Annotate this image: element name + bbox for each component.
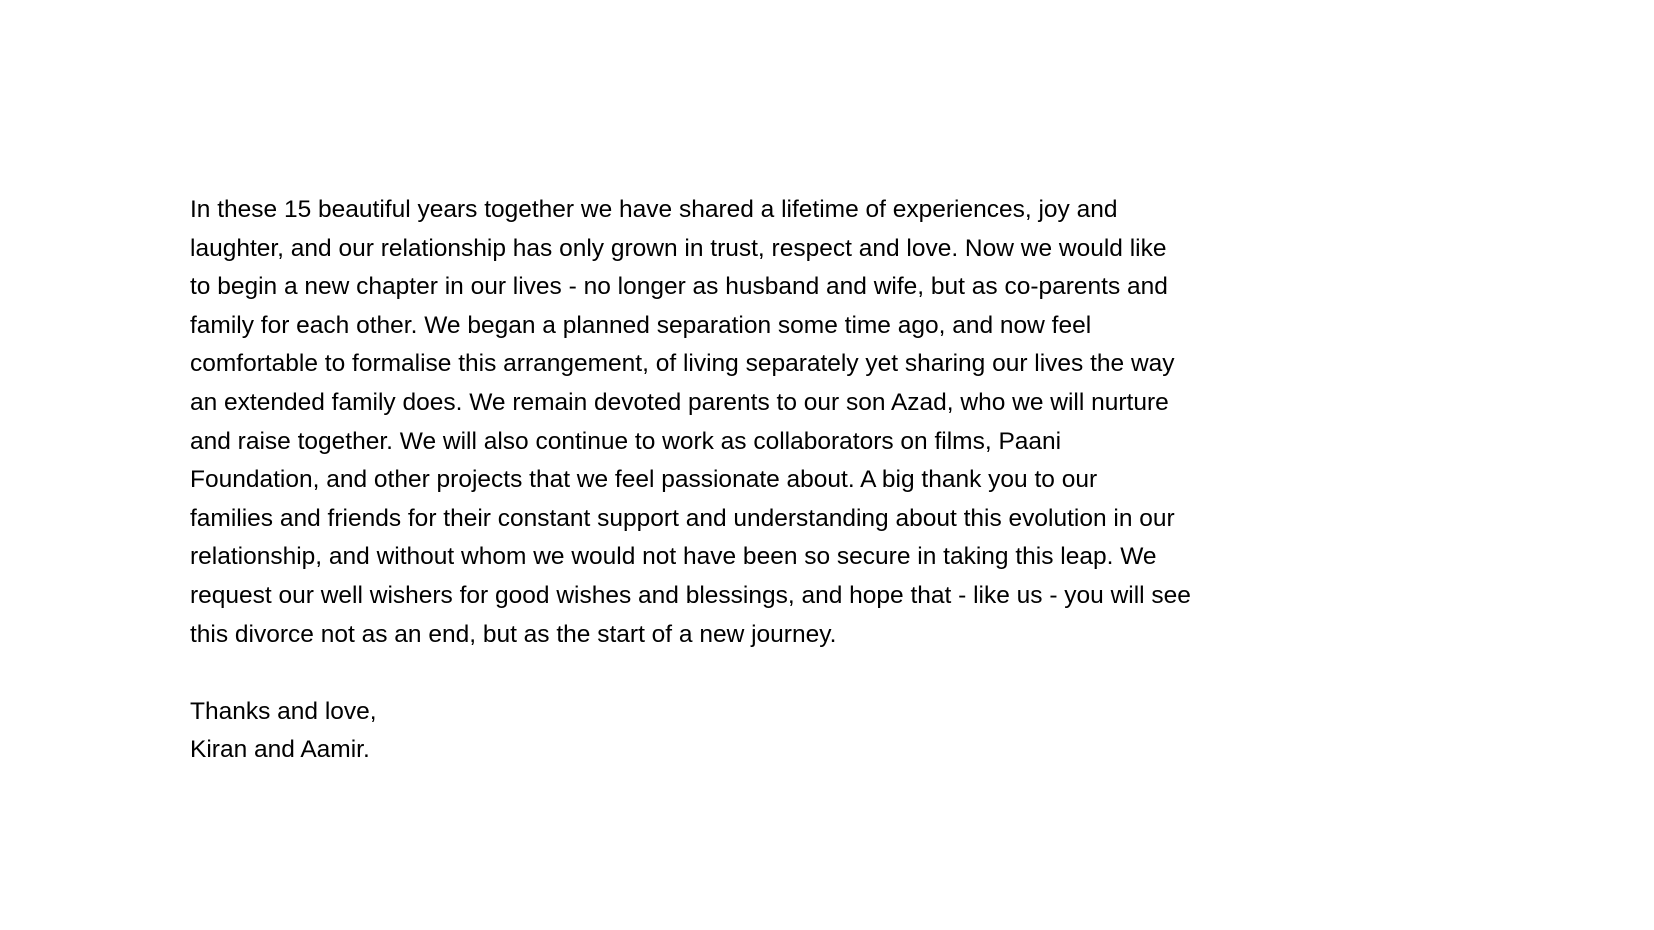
body-line: relationship, and without whom we would not have been so secure in taking this leap. We bbox=[190, 543, 1157, 571]
body-line: Foundation, and other projects that we feel passionate about. A big thank you to our bbox=[190, 466, 1098, 494]
body-line: comfortable to formalise this arrangement, of living separately yet sharing our lives the way bbox=[190, 350, 1175, 378]
body-line: In these 15 beautiful years together we have shared a lifetime of experiences, joy and bbox=[190, 196, 1118, 223]
body-line: request our well wishers for good wishes and blessings, and hope that - like us - you will see bbox=[190, 581, 1191, 609]
body-line: family for each other. We began a planned separation some time ago, and now feel bbox=[190, 311, 1092, 339]
body-line: this divorce not as an end, but as the start of a new journey. bbox=[190, 620, 837, 648]
body-line: an extended family does. We remain devoted parents to our son Azad, who we will nurture bbox=[190, 388, 1169, 416]
body-line: to begin a new chapter in our lives - no longer as husband and wife, but as co-parents and bbox=[190, 273, 1168, 301]
body-line: laughter, and our relationship has only grown in trust, respect and love. Now we would like bbox=[190, 234, 1167, 262]
signature: Kiran and Aamir. bbox=[190, 736, 370, 764]
letter-body bbox=[190, 191, 1191, 654]
body-line: families and friends for their constant support and understanding about this evolution in our bbox=[190, 504, 1175, 532]
letter bbox=[190, 191, 1191, 770]
closing: Thanks and love, bbox=[190, 697, 377, 725]
paragraph-gap bbox=[190, 654, 1191, 693]
body-line: and raise together. We will also continue to work as collaborators on films, Paani bbox=[190, 427, 1062, 455]
